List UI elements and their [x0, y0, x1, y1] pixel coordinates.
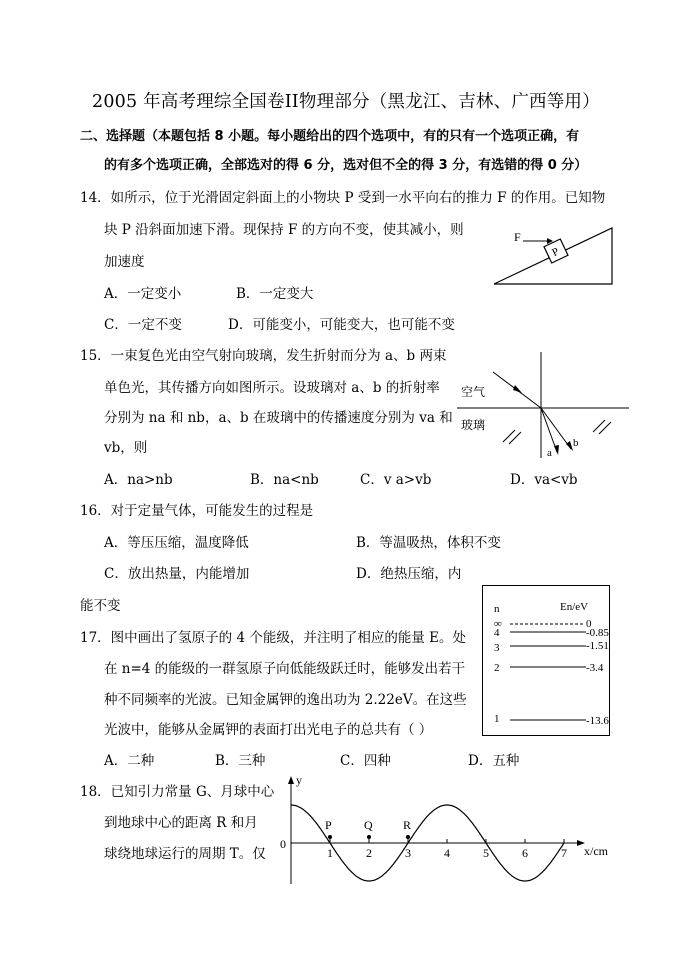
level-1-e: -13.6 — [586, 715, 609, 727]
q17-text-line4: 光波中，能够从金属钾的表面打出光电子的总共有（ ） — [104, 722, 433, 738]
q14-incline-figure — [490, 222, 620, 292]
level-3-e: -1.51 — [586, 640, 609, 652]
page-title: 2005 年高考理综全国卷II物理部分（黑龙江、吉林、广西等用） — [92, 92, 600, 112]
q15-option-c: C．v a>vb — [360, 472, 432, 488]
wave-point-label: P — [325, 818, 332, 832]
section-heading-line2: 的有多个选项正确，全部选对的得 6 分，选对但不全的得 3 分，有选错的得 0 分） — [104, 158, 588, 173]
ray-a — [541, 408, 557, 452]
label-a: a — [547, 447, 552, 459]
q14-text-line2: 块 P 沿斜面加速下滑。现保持 F 的方向不变，使其减小，则 — [104, 222, 464, 238]
q14-option-b: B．一定变大 — [236, 286, 314, 302]
section-heading-line1: 二、选择题（本题包括 8 小题。每小题给出的四个选项中，有的只有一个选项正确，有 — [80, 129, 580, 144]
block-p-label: P — [550, 245, 561, 260]
q17-text-line3: 种不同频率的光波。已知金属钾的逸出功为 2.22eV。在这些 — [104, 692, 467, 708]
q17-option-d: D．五种 — [468, 753, 520, 769]
q14-option-c: C．一定不变 — [104, 317, 182, 333]
ray-b-arrowhead — [566, 441, 573, 451]
x-tick-label: 1 — [327, 846, 333, 860]
q16-option-d-continued: 能不变 — [80, 598, 121, 614]
q15-option-b: B．na<nb — [250, 472, 319, 488]
ray-a-arrowhead — [554, 445, 559, 455]
wave-point — [367, 835, 371, 839]
energy-axis-label: En/eV — [560, 601, 589, 613]
ray-b — [541, 408, 571, 449]
q14-option-d: D．可能变小，可能变大，也可能不变 — [228, 317, 455, 333]
q17-option-b: B．三种 — [215, 753, 266, 769]
level-3-n: 3 — [494, 642, 500, 654]
n-axis-label: n — [494, 603, 500, 615]
q16-option-d: D．绝热压缩，内 — [356, 566, 462, 582]
x-tick-label: 4 — [444, 846, 450, 860]
x-tick-label: 5 — [483, 846, 489, 860]
label-glass: 玻璃 — [461, 418, 486, 432]
q18-text-line2: 到地球中心的距离 R 和月 — [104, 815, 258, 831]
level-inf-n: ∞ — [494, 618, 502, 630]
level-4-n: 4 — [494, 627, 500, 639]
incident-arrowhead — [513, 385, 522, 393]
wave-point — [406, 835, 410, 839]
q17-text-line2: 在 n=4 的能级的一群氢原子向低能级跃迁时，能够发出若干 — [104, 661, 466, 677]
q16-text-line1: 16．对于定量气体，可能发生的过程是 — [80, 503, 314, 519]
q16-option-c: C．放出热量，内能增加 — [104, 566, 250, 582]
q15-text-line1: 15．一束复色光由空气射向玻璃，发生折射而分为 a、b 两束 — [80, 348, 447, 364]
label-b: b — [573, 437, 579, 449]
wave-point — [328, 835, 332, 839]
x-axis-label: x/cm — [584, 844, 608, 858]
q15-text-line4: vb，则 — [104, 440, 148, 456]
q15-option-d: D．va<vb — [510, 472, 578, 488]
x-tick-label: 6 — [522, 846, 528, 860]
level-1-n: 1 — [494, 713, 500, 725]
origin-label: 0 — [280, 837, 286, 851]
q16-option-b: B．等温吸热，体积不变 — [356, 535, 501, 551]
q15-text-line3: 分别为 na 和 nb，a、b 在玻璃中的传播速度分别为 va 和 — [104, 410, 453, 426]
q15-refraction-figure — [455, 352, 635, 460]
q17-text-line1: 17．图中画出了氢原子的 4 个能级，并注明了相应的能量 E。处 — [80, 630, 466, 646]
level-inf-e: 0 — [586, 618, 592, 630]
level-2-n: 2 — [494, 662, 500, 674]
level-2-e: -3.4 — [586, 662, 604, 674]
level-4-e: -0.85 — [586, 627, 609, 639]
y-axis-arrowhead — [288, 776, 294, 784]
y-axis-label: y — [296, 773, 302, 787]
label-air: 空气 — [461, 385, 486, 399]
q16-option-a: A．等压压缩，温度降低 — [104, 535, 249, 551]
q17-option-a: A．二种 — [104, 753, 155, 769]
force-label: F — [514, 230, 521, 244]
q18-wave-figure — [276, 772, 621, 890]
wave-point-label: Q — [364, 818, 373, 832]
q15-option-a: A．na>nb — [104, 472, 173, 488]
q14-text-line1: 14．如所示，位于光滑固定斜面上的小物块 P 受到一水平向右的推力 F 的作用。已知物 — [80, 190, 606, 206]
x-tick-label: 2 — [366, 846, 372, 860]
wave-point-label: R — [403, 818, 412, 832]
x-tick-label: 3 — [405, 846, 411, 860]
energy-figure-frame — [483, 586, 610, 736]
x-tick-label: 7 — [561, 846, 567, 860]
q18-text-line3: 球绕地球运行的周期 T。仅 — [104, 846, 266, 862]
q17-option-c: C．四种 — [340, 753, 391, 769]
q14-text-line3: 加速度 — [104, 254, 145, 270]
q14-option-a: A．一定变小 — [104, 286, 182, 302]
q18-text-line1: 18．已知引力常量 G、月球中心 — [80, 784, 275, 800]
q17-energy-level-figure — [482, 585, 612, 737]
q15-text-line2: 单色光，其传播方向如图所示。设玻璃对 a、b 的折射率 — [104, 380, 440, 396]
